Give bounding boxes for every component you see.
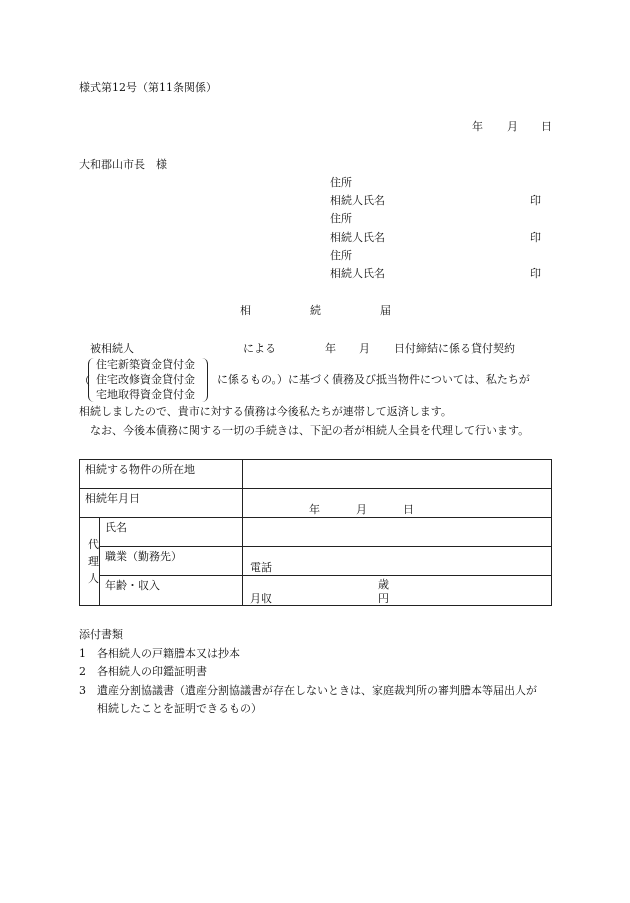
date-year: 年 bbox=[472, 120, 483, 133]
date-month: 月 bbox=[356, 503, 367, 516]
attachment-item: 各相続人の戸籍謄本又は抄本 bbox=[97, 647, 240, 660]
seal-mark: 印 bbox=[530, 267, 541, 280]
attachments-heading: 添付書類 bbox=[79, 628, 123, 641]
date-day: 日 bbox=[403, 503, 414, 516]
address-label: 住所 bbox=[330, 249, 352, 262]
contract-month: 月 bbox=[359, 342, 370, 355]
property-location-label-cell bbox=[80, 460, 243, 489]
inheritance-date-label-cell bbox=[80, 489, 243, 518]
body-line-4: なお、今後本債務に関する一切の手続きは、下記の者が相続人全員を代理して行います。 bbox=[79, 424, 530, 437]
address-label: 住所 bbox=[330, 212, 352, 225]
agent-char: 代 bbox=[88, 538, 99, 551]
address-label: 住所 bbox=[330, 176, 352, 189]
by-label: による bbox=[243, 342, 276, 355]
age-unit: 歳 bbox=[378, 578, 389, 591]
heir-name-label: 相続人氏名 bbox=[330, 194, 385, 207]
attachment-item-continued: 相続したことを証明できるもの） bbox=[97, 702, 262, 715]
agent-char: 人 bbox=[88, 572, 99, 585]
occupation-label-cell bbox=[100, 547, 243, 576]
loan-type: 宅地取得資金貸付金 bbox=[96, 388, 195, 401]
agent-info-table bbox=[79, 459, 552, 606]
date-day: 日 bbox=[541, 120, 552, 133]
agent-name-label-cell bbox=[100, 518, 243, 547]
property-location-label: 相続する物件の所在地 bbox=[85, 463, 195, 476]
occupation-label: 職業（勤務先） bbox=[105, 550, 182, 563]
attachment-number: 1 bbox=[79, 647, 86, 660]
contract-year: 年 bbox=[325, 342, 336, 355]
heir-name-label: 相続人氏名 bbox=[330, 267, 385, 280]
body-line-2: に係るもの。）に基づく債務及び抵当物件については、私たちが bbox=[217, 373, 530, 386]
body-line-3: 相続しましたので、貴市に対する債務は今後私たちが連帯して返済します。 bbox=[79, 405, 452, 418]
agent-name-label: 氏名 bbox=[105, 521, 127, 534]
date-year: 年 bbox=[309, 503, 320, 516]
title-char: 相 bbox=[240, 304, 251, 317]
attachment-item: 遺産分割協議書（遺産分割協議書が存在しないときは、家庭裁判所の審判謄本等届出人が bbox=[97, 684, 537, 697]
form-number: 様式第12号（第11条関係） bbox=[79, 81, 217, 94]
inheritance-date-label: 相続年月日 bbox=[85, 492, 140, 505]
agent-name-field[interactable] bbox=[243, 518, 552, 547]
age-income-field[interactable] bbox=[243, 576, 552, 606]
title-char: 届 bbox=[380, 304, 391, 317]
loan-type: 住宅改修資金貸付金 bbox=[96, 373, 195, 386]
deceased-label: 被相続人 bbox=[90, 342, 134, 355]
agent-label-cell bbox=[80, 518, 100, 606]
seal-mark: 印 bbox=[530, 194, 541, 207]
heir-name-label: 相続人氏名 bbox=[330, 231, 385, 244]
agent-char: 理 bbox=[88, 555, 99, 568]
inheritance-date-field[interactable] bbox=[243, 489, 552, 518]
date-month: 月 bbox=[507, 120, 518, 133]
property-location-field[interactable] bbox=[243, 460, 552, 489]
yen-unit: 円 bbox=[378, 592, 389, 605]
contract-text: 日付締結に係る貸付契約 bbox=[394, 342, 515, 355]
attachment-number: 2 bbox=[79, 665, 86, 678]
seal-mark: 印 bbox=[530, 231, 541, 244]
occupation-field[interactable] bbox=[243, 547, 552, 576]
monthly-income-label: 月収 bbox=[250, 592, 272, 605]
attachment-item: 各相続人の印鑑証明書 bbox=[97, 665, 207, 678]
title-char: 続 bbox=[310, 304, 321, 317]
phone-label: 電話 bbox=[250, 561, 272, 574]
open-paren: （ bbox=[79, 374, 90, 387]
age-income-label-cell bbox=[100, 576, 243, 606]
age-income-label: 年齢・収入 bbox=[105, 579, 160, 592]
loan-type: 住宅新築資金貸付金 bbox=[96, 358, 195, 371]
addressee: 大和郡山市長 様 bbox=[79, 158, 167, 171]
attachment-number: 3 bbox=[79, 684, 86, 697]
